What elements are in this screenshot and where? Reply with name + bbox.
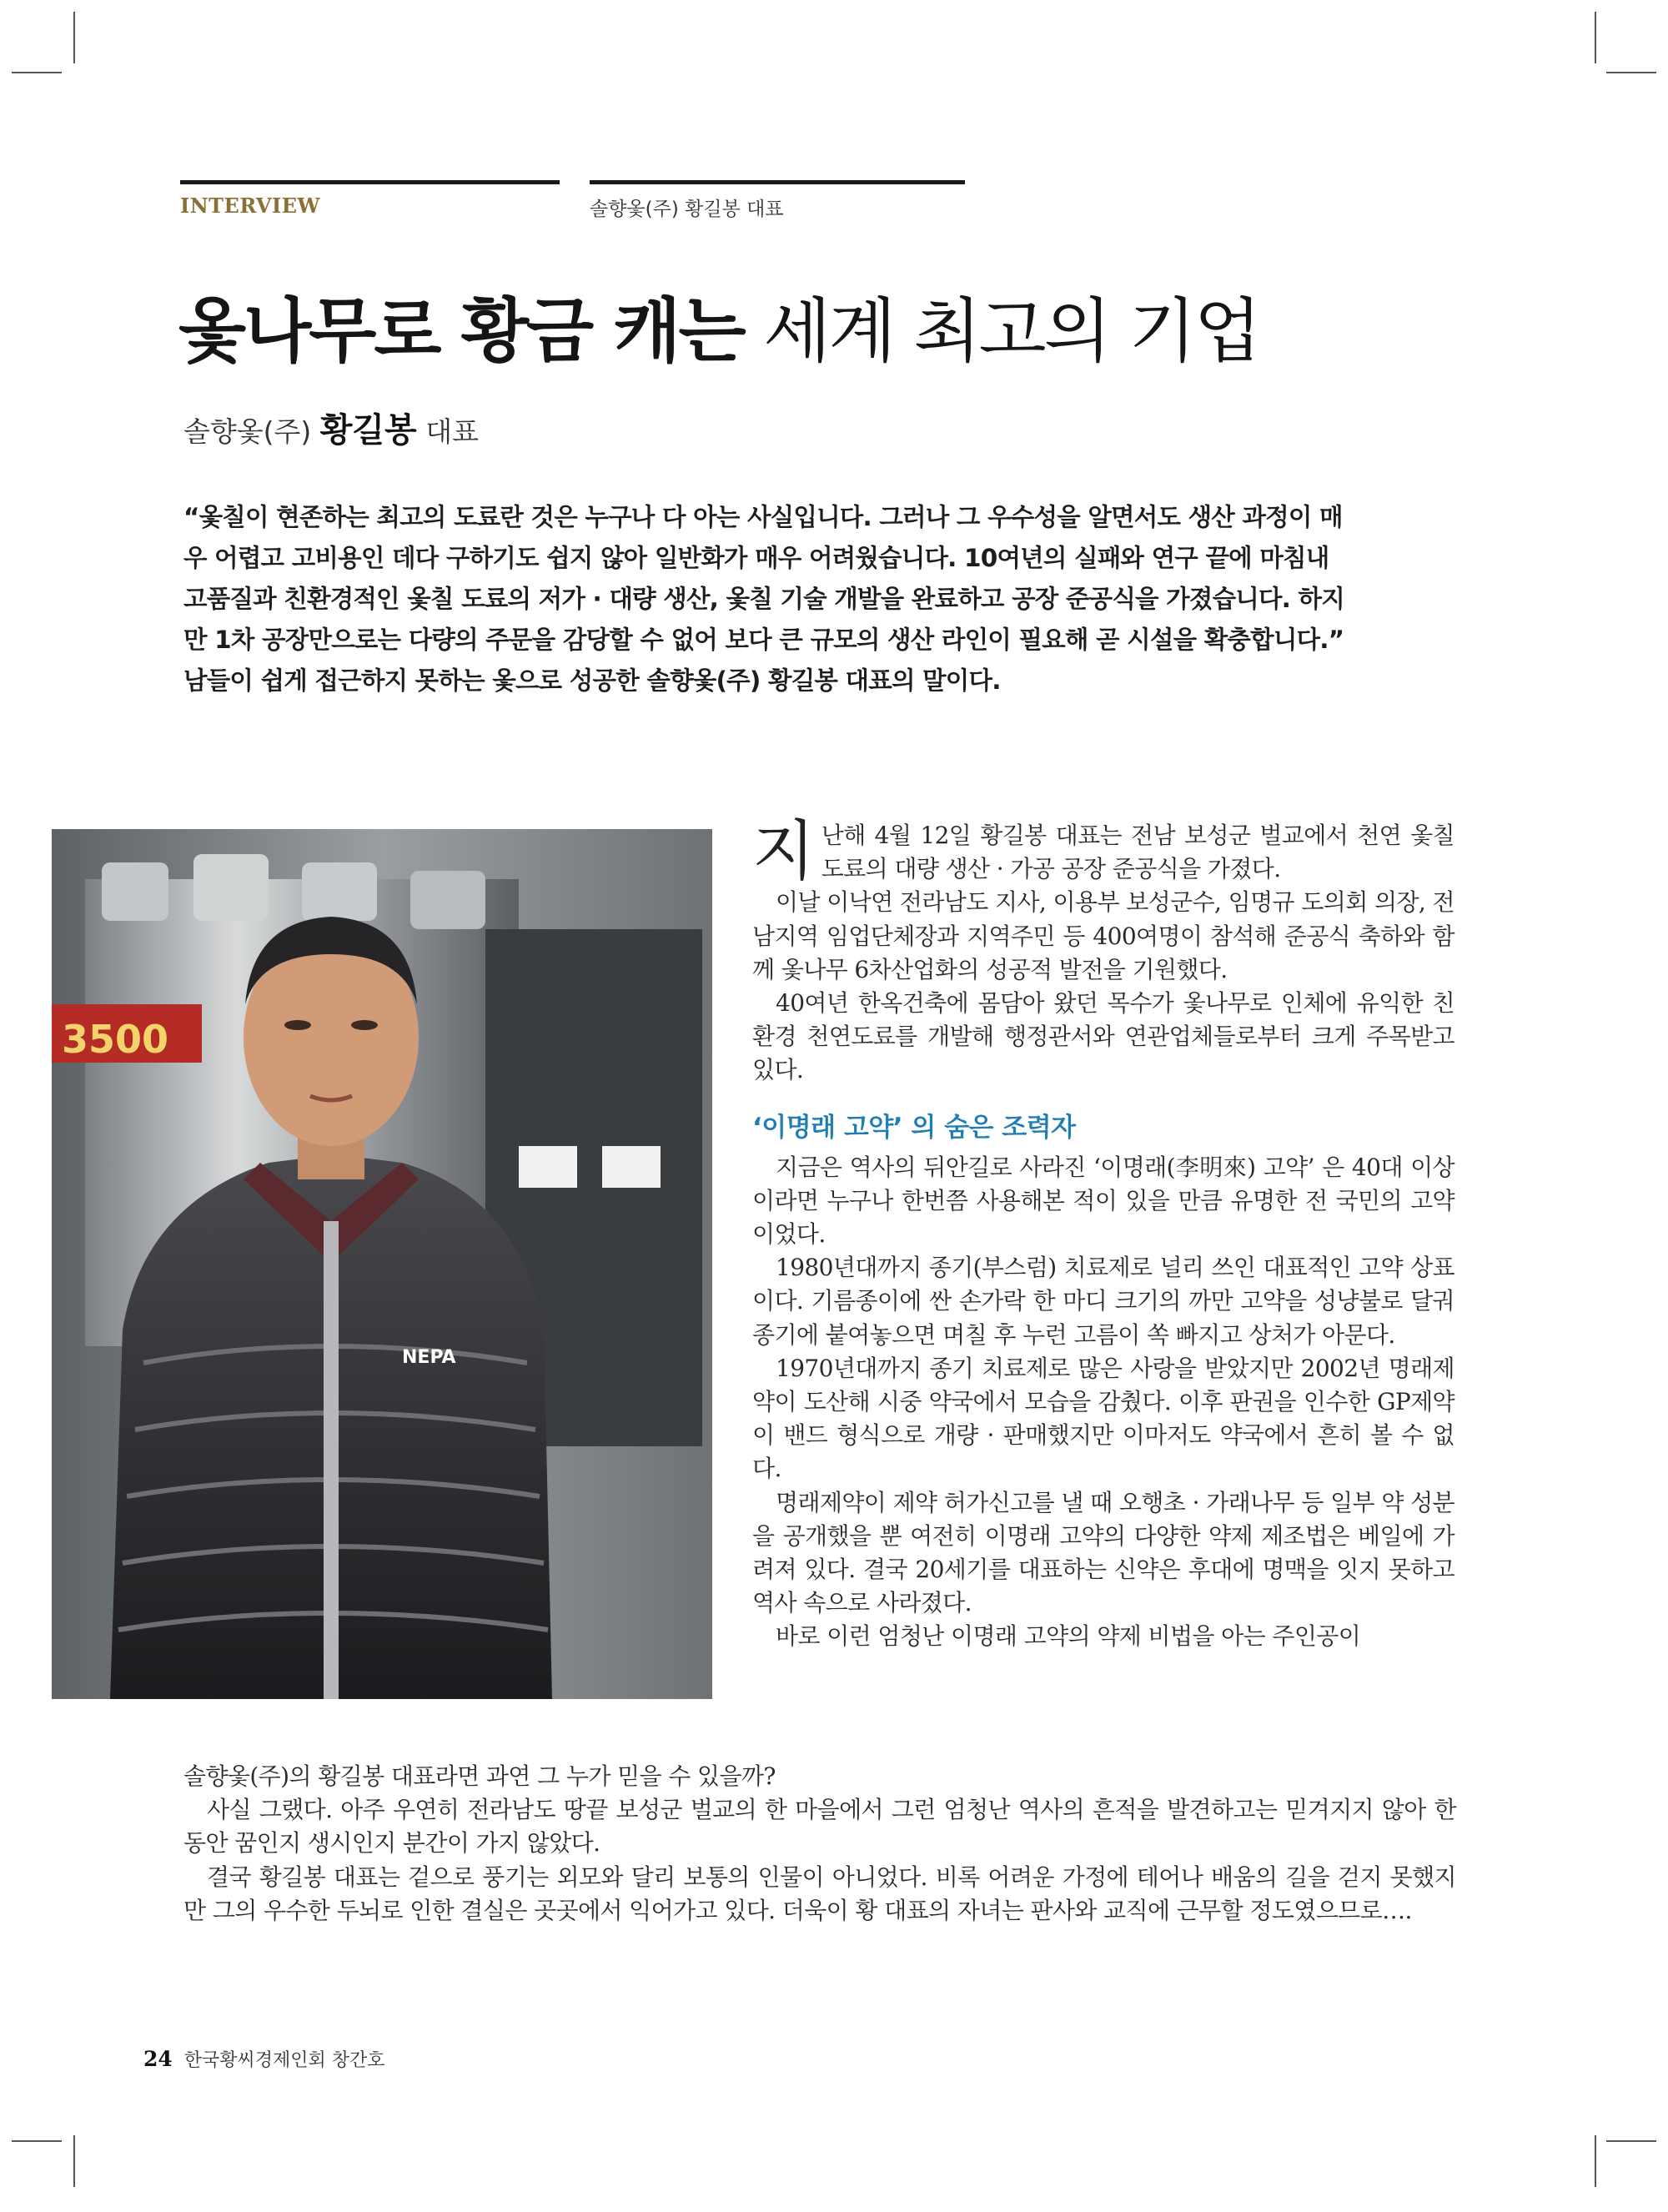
article-paragraph: 40여년 한옥건축에 몸담아 왔던 목수가 옻나무로 인체에 유익한 친환경 천연도료를 개발해 행정관서와 연관업체들로부터 크게 주목받고 있다. bbox=[752, 989, 1454, 1084]
crop-mark bbox=[73, 12, 75, 63]
machine-cylinder bbox=[193, 854, 269, 921]
machine-cylinder bbox=[102, 862, 168, 921]
article-paragraph: 솔향옻(주)의 황길봉 대표라면 과연 그 누가 믿을 수 있을까? bbox=[183, 1762, 776, 1790]
machine-cylinder bbox=[410, 871, 485, 929]
panel-gauge bbox=[519, 1146, 577, 1188]
header-subtitle: 솔향옻(주) 황길봉 대표 bbox=[590, 199, 784, 220]
section-label: INTERVIEW bbox=[180, 194, 320, 218]
crop-mark bbox=[12, 72, 62, 73]
page-footer bbox=[143, 2046, 385, 2072]
page-number: 24 bbox=[143, 2047, 173, 2071]
article-paragraph: 지금은 역사의 뒤안길로 사라진 ‘이명래(李明來) 고약’ 은 40대 이상이라면 누구나 한번쯤 사용해본 적이 있을 만큼 유명한 전 국민의 고약이었다. bbox=[752, 1153, 1454, 1249]
article-paragraph: 1970년대까지 종기 치료제로 많은 사랑을 받았지만 2002년 명래제약이 도산해 시중 약국에서 모습을 감췄다. 이후 판권을 인수한 GP제약이 밴드 형식으로 개량 · 판매했지만 이마저도 약국에서 흔히 볼 수 없다. bbox=[752, 1354, 1454, 1483]
page-title bbox=[178, 275, 1259, 376]
article-paragraph: 명래제약이 제약 허가신고를 낼 때 오행초 · 가래나무 등 일부 약 성분을 공개했을 뿐 여전히 이명래 고약의 다양한 약제 제조법은 베일에 가려져 있다. 결국 20세기를 대표하는 신약은 후대에 명맥을 잇지 못하고 역사 속으로 사라졌다. bbox=[752, 1488, 1454, 1617]
article-paragraph bbox=[752, 814, 1454, 889]
lead-summary: 남들이 쉽게 접근하지 못하는 옻으로 성공한 솔향옻(주) 황길봉 대표의 말이다. bbox=[183, 666, 1001, 695]
article-subhead: ‘이명래 고약’ 의 숨은 조력자 bbox=[752, 1112, 1076, 1143]
crop-mark bbox=[12, 2140, 62, 2142]
portrait-photo bbox=[52, 829, 712, 1699]
article-paragraph: 바로 이런 엄청난 이명래 고약의 약제 비법을 아는 주인공이 bbox=[776, 1622, 1361, 1651]
article-paragraph: 결국 황길봉 대표는 겉으로 풍기는 외모와 달리 보통의 인물이 아니었다. 비록 어려운 가정에 테어나 배움의 길을 걷지 못했지만 그의 우수한 두뇌로 인한 결실은 곳곳에서 익어가고 있다. 더욱이 황 대표의 자녀는 판사와 교직에 근무할 정도였으므로…. bbox=[183, 1863, 1456, 1924]
byline-name: 황길봉 bbox=[319, 411, 417, 450]
article-body-wide bbox=[183, 1760, 1456, 1928]
byline-company: 솔향옻(주) bbox=[183, 415, 312, 448]
crop-mark bbox=[1606, 72, 1656, 73]
header-rule-right bbox=[590, 180, 965, 184]
crop-mark bbox=[1595, 12, 1596, 63]
jacket-logo: NEPA bbox=[402, 1347, 456, 1368]
eye bbox=[351, 1020, 378, 1030]
crop-mark bbox=[73, 2135, 75, 2187]
publication-name: 한국황씨경제인회 창간호 bbox=[183, 2050, 385, 2071]
machine-cylinder bbox=[302, 862, 377, 921]
paragraph-text: 난해 4월 12일 황길봉 대표는 전남 보성군 벌교에서 천연 옻칠 도료의 대량 생산 · 가공 공장 준공식을 가졌다. bbox=[821, 822, 1454, 883]
article-paragraph: 1980년대까지 종기(부스럼) 치료제로 널리 쓰인 대표적인 고약 상표이다. 기름종이에 싼 손가락 한 마디 크기의 까만 고약을 성냥불로 달궈 종기에 붙여놓으면 며칠 후 누런 고름이 쏙 빠지고 상처가 아문다. bbox=[752, 1254, 1454, 1349]
byline-role: 대표 bbox=[425, 415, 479, 448]
portrait-illustration bbox=[52, 829, 712, 1699]
lead-quote: “옻칠이 현존하는 최고의 도료란 것은 누구나 다 아는 사실입니다. 그러나 그 우수성을 알면서도 생산 과정이 매우 어렵고 고비용인 데다 구하기도 쉽지 않아 일반화가 매우 어려웠습니다. 10여년의 실패와 연구 끝에 마침내 고품질과 친환경적인 옻칠 도료의 저가 · 대량 생산, 옻칠 기술 개발을 완료하고 공장 준공식을 가졌습니다. 하지만 1차 공장만으로는 다량의 주문을 감당할 수 없어 보다 큰 규모의 생산 라인이 필요해 곧 시설을 확충합니다.” bbox=[183, 503, 1344, 654]
header-rule-left bbox=[180, 180, 560, 184]
article-body bbox=[752, 814, 1454, 1654]
crop-mark bbox=[1595, 2135, 1596, 2187]
crop-mark bbox=[1606, 2140, 1656, 2142]
title-bold: 옻나무로 황금 캐는 bbox=[178, 290, 744, 372]
drop-cap: 지 bbox=[752, 814, 815, 889]
panel-gauge bbox=[602, 1146, 661, 1188]
byline bbox=[183, 404, 479, 451]
jacket-zipper bbox=[324, 1221, 339, 1699]
lead-paragraph bbox=[183, 497, 1359, 701]
sign-number: 3500 bbox=[62, 1017, 169, 1062]
eye bbox=[284, 1020, 311, 1030]
article-paragraph: 이날 이낙연 전라남도 지사, 이용부 보성군수, 임명규 도의회 의장, 전남지역 임업단체장과 지역주민 등 400여명이 참석해 준공식 축하와 함께 옻나무 6차산업화의 성공적 발전을 기원했다. bbox=[752, 888, 1454, 983]
title-regular: 세계 최고의 기업 bbox=[763, 290, 1259, 372]
article-paragraph: 사실 그랬다. 아주 우연히 전라남도 땅끝 보성군 벌교의 한 마을에서 그런 엄청난 역사의 흔적을 발견하고는 믿겨지지 않아 한동안 꿈인지 생시인지 분간이 가지 않았다. bbox=[183, 1796, 1456, 1858]
